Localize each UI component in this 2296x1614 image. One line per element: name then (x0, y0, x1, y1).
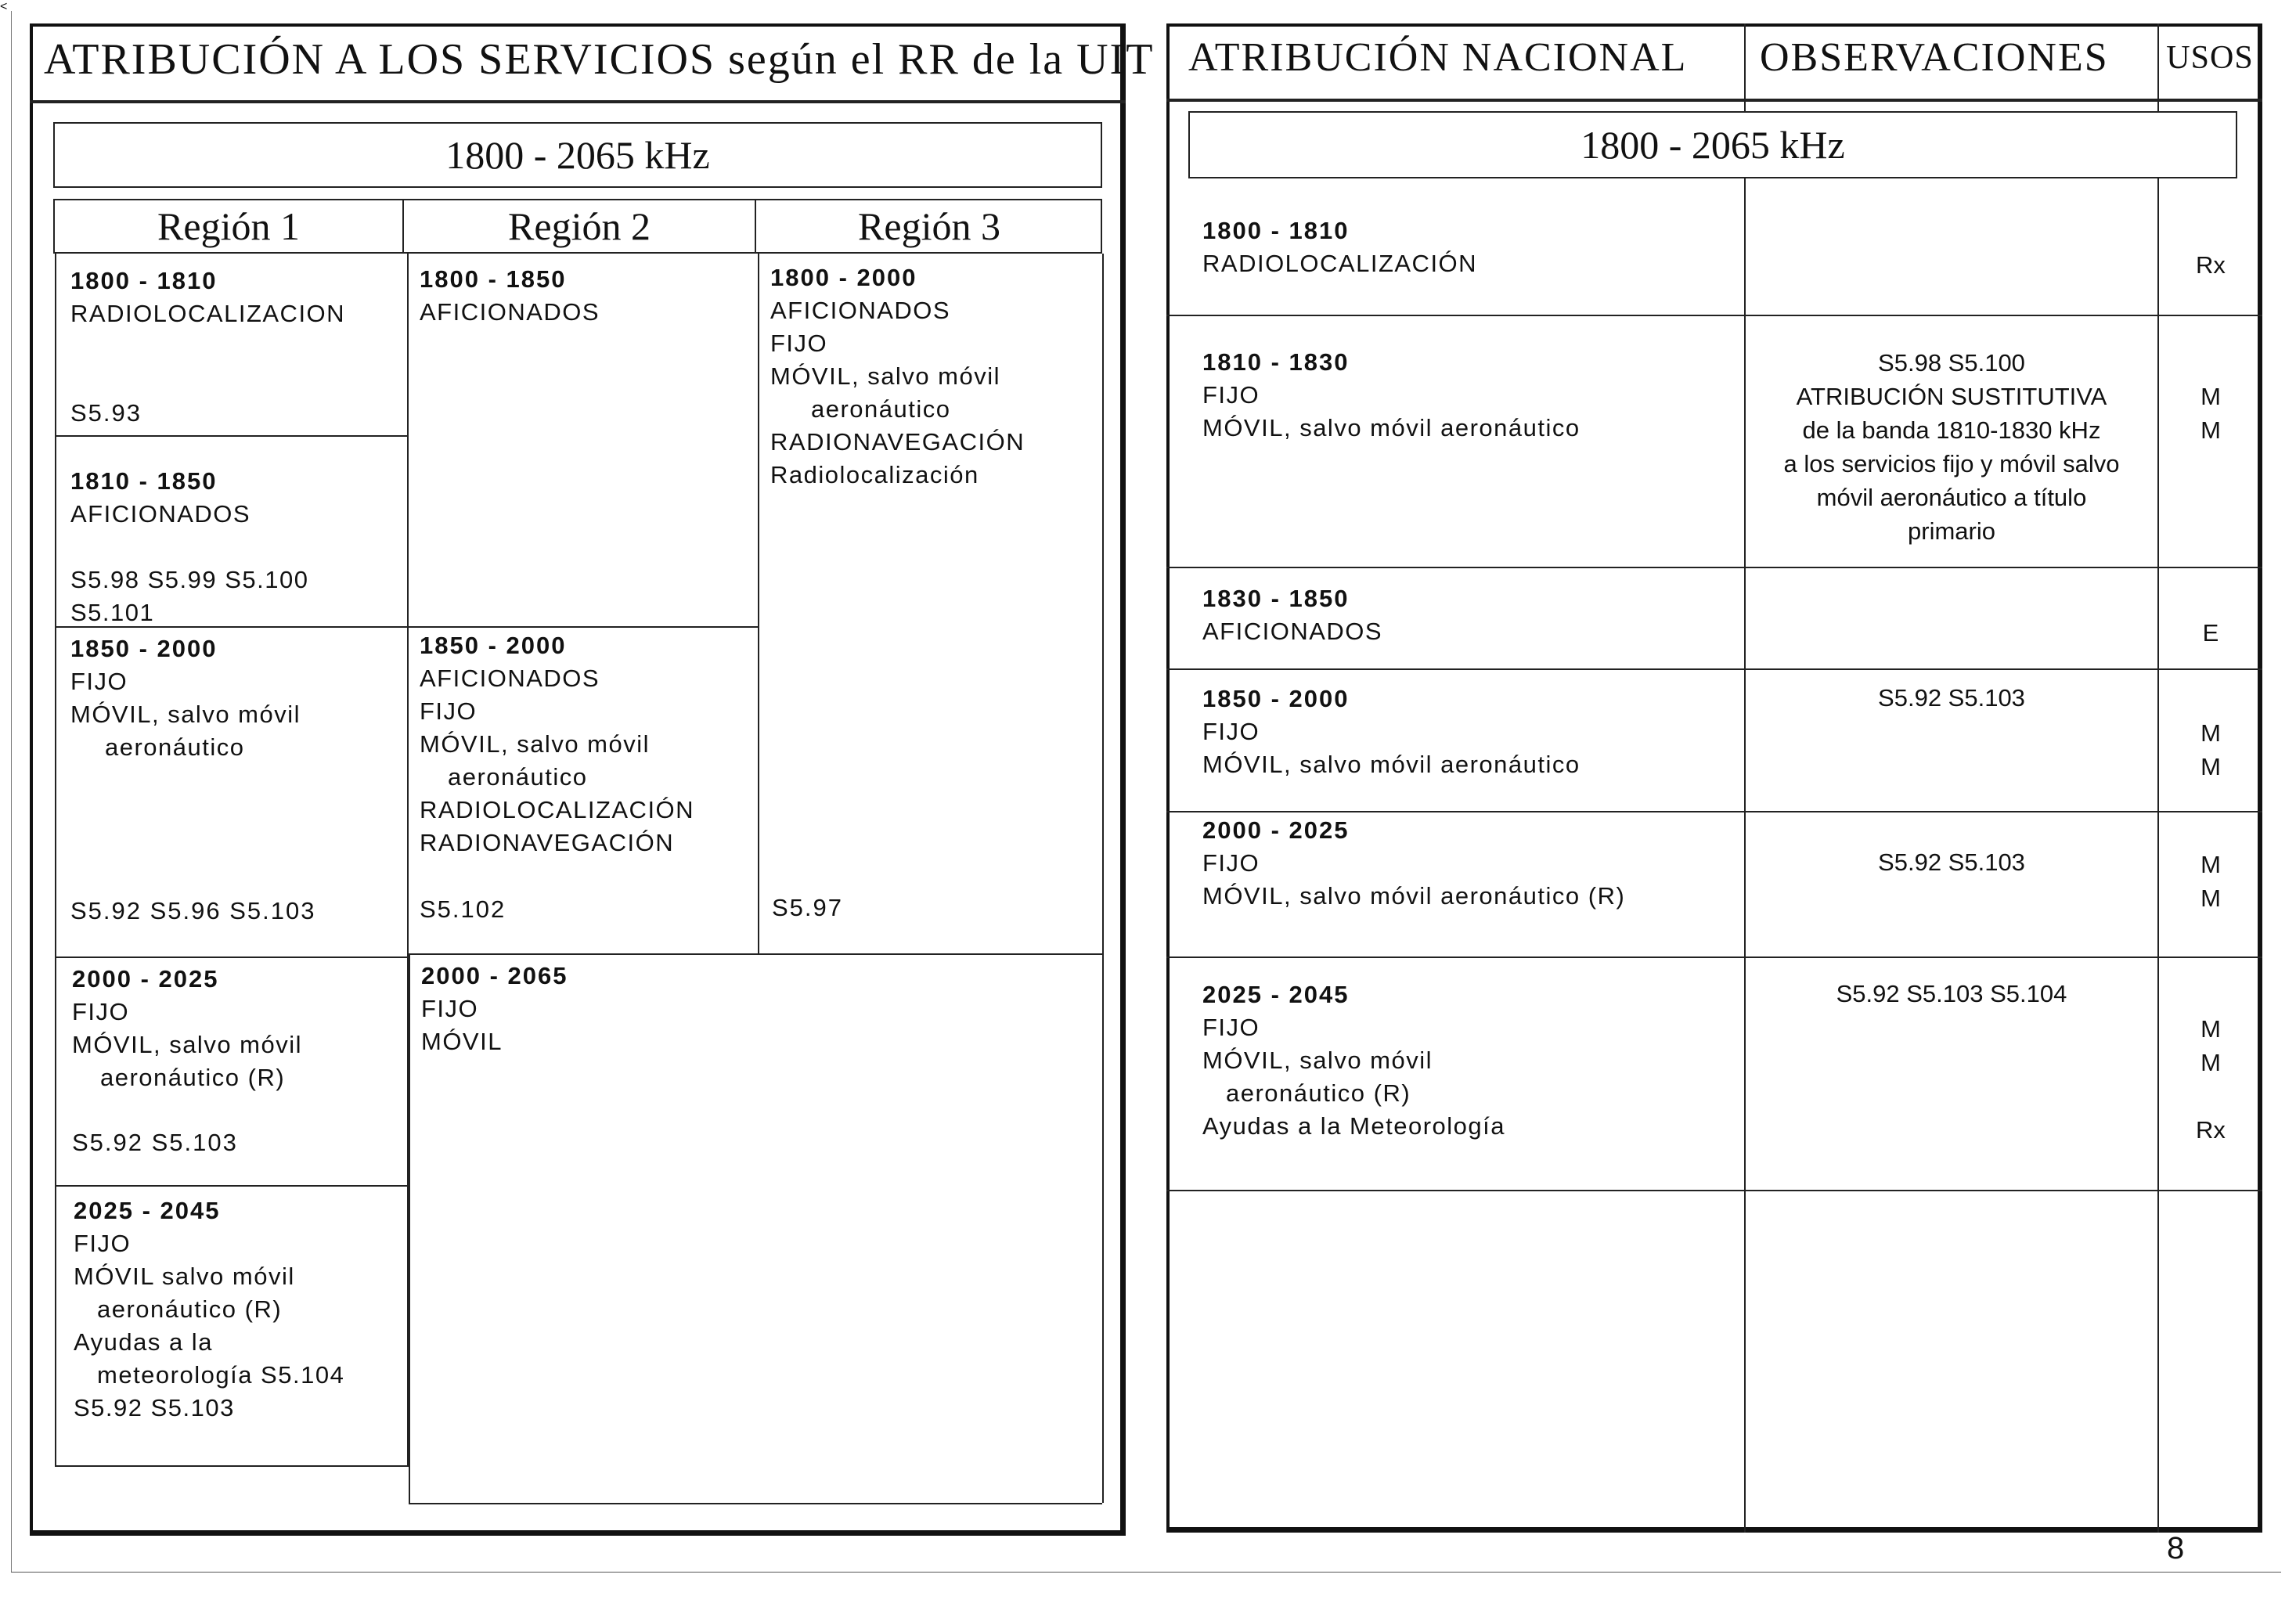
service: RADIOLOCALIZACIÓN (1202, 250, 1478, 277)
service: FIJO (72, 998, 130, 1025)
region-2-header: Región 2 (508, 204, 651, 248)
footnote: S5.101 (70, 599, 155, 626)
uso-value: Rx (2196, 1116, 2226, 1144)
obs-line: a los servicios fijo y móvil salvo (1783, 450, 2120, 477)
service: AFICIONADOS (70, 500, 251, 528)
usos-cell (2159, 346, 2262, 447)
obs-line: S5.92 S5.103 (1878, 848, 2025, 876)
obs-line: de la banda 1810-1830 kHz (1802, 416, 2101, 444)
uso-value: Rx (2196, 251, 2226, 279)
band-range: 2025 - 2045 (74, 1197, 221, 1224)
service: MÓVIL, salvo móvil (70, 701, 301, 728)
divider (758, 254, 759, 953)
region-1-header: Región 1 (157, 204, 300, 248)
service: meteorología S5.104 (97, 1361, 345, 1389)
obs-line: S5.92 S5.103 (1878, 684, 2025, 712)
divider (1102, 254, 1104, 1503)
band-range: 1800 - 1850 (420, 265, 567, 293)
service: Ayudas a la Meteorología (1202, 1112, 1505, 1140)
band-range: 1810 - 1830 (1202, 348, 1350, 376)
service: Radiolocalización (770, 461, 979, 488)
service: FIJO (770, 330, 828, 357)
service: FIJO (420, 697, 478, 725)
service: RADIOLOCALIZACIÓN (420, 796, 695, 823)
service: MÓVIL, salvo móvil (770, 362, 1001, 390)
nat-row-4 (1202, 683, 1581, 781)
band-range: 1800 - 1810 (1202, 217, 1350, 244)
service: aeronáutico (R) (97, 1295, 283, 1323)
divider (55, 957, 407, 958)
obs-line: ATRIBUCIÓN SUSTITUTIVA (1796, 383, 2107, 410)
usos-cell (2159, 978, 2262, 1147)
usos-cell (2159, 214, 2262, 282)
uso-value (2159, 683, 2262, 716)
divider (1166, 957, 2262, 958)
left-band-label: 1800 - 2065 kHz (445, 133, 710, 177)
uso-value (2159, 814, 2262, 848)
left-title: ATRIBUCIÓN A LOS SERVICIOS según el RR de la UIT (44, 35, 1155, 84)
service: aeronáutico (448, 763, 588, 791)
divider (1166, 1190, 2262, 1191)
service: RADIONAVEGACIÓN (770, 428, 1025, 456)
service: aeronáutico (105, 733, 245, 761)
service: FIJO (1202, 381, 1260, 409)
obs-line: móvil aeronáutico a título (1816, 484, 2087, 511)
divider (407, 953, 1102, 955)
service: MÓVIL, salvo móvil aeronáutico (1202, 414, 1581, 441)
nat-row-2 (1202, 346, 1581, 445)
uso-value (2159, 346, 2262, 380)
right-header-rule (1166, 99, 2262, 102)
band-range: 1850 - 2000 (420, 632, 567, 659)
uso-value: M (2200, 1015, 2221, 1043)
r3-cell-1 (770, 261, 1025, 492)
service: aeronáutico (R) (100, 1064, 286, 1091)
divider (1166, 567, 2262, 568)
nat-row-5 (1202, 814, 1625, 913)
divider (409, 1503, 1102, 1504)
service: MÓVIL, salvo móvil aeronáutico (1202, 751, 1581, 778)
band-range: 2000 - 2025 (1202, 816, 1350, 844)
band-range: 1850 - 2000 (1202, 685, 1350, 712)
region-3-header: Región 3 (858, 204, 1000, 248)
divider (407, 626, 758, 628)
uso-value: M (2200, 719, 2221, 747)
service: MÓVIL, salvo móvil (72, 1031, 303, 1058)
footnote: S5.92 S5.96 S5.103 (70, 897, 316, 924)
footnote: S5.97 (772, 894, 844, 921)
uso-value: M (2200, 851, 2221, 878)
divider (1744, 23, 1746, 1533)
divider (55, 435, 407, 437)
r1-cell-5 (74, 1194, 344, 1425)
nat-row-3 (1202, 582, 1382, 648)
service: FIJO (1202, 718, 1260, 745)
uso-value: M (2200, 383, 2221, 410)
service: FIJO (1202, 849, 1260, 877)
service: MÓVIL (421, 1028, 503, 1055)
observaciones-cell (1746, 977, 2157, 1011)
service: FIJO (1202, 1014, 1260, 1041)
divider (55, 1465, 409, 1467)
band-range: 1800 - 1810 (70, 267, 218, 294)
observaciones-cell (1746, 845, 2157, 879)
service: AFICIONADOS (770, 297, 951, 324)
right-band-box (1188, 111, 2237, 178)
service: AFICIONADOS (1202, 618, 1383, 645)
right-band-label: 1800 - 2065 kHz (1581, 123, 1845, 167)
usos-cell (2159, 582, 2262, 650)
service: RADIONAVEGACIÓN (420, 829, 675, 856)
uso-value: E (2202, 619, 2219, 647)
obs-line: S5.98 S5.100 (1878, 349, 2025, 376)
r1-cell-1 (70, 265, 345, 330)
page-left-rule (11, 11, 12, 1572)
divider (1166, 315, 2262, 316)
service: FIJO (421, 995, 479, 1022)
page-bottom-rule (11, 1572, 2281, 1573)
page-number: 8 (2167, 1531, 2185, 1565)
service: aeronáutico (811, 395, 951, 423)
left-band-box (53, 122, 1102, 188)
r2-cell-1 (420, 263, 600, 329)
divider (1166, 811, 2262, 812)
divider (55, 1185, 407, 1187)
obs-line: S5.92 S5.103 S5.104 (1836, 980, 2067, 1007)
footnote: S5.102 (420, 895, 506, 923)
divider (1166, 668, 2262, 670)
header-observaciones: OBSERVACIONES (1760, 35, 2109, 80)
footnote: S5.92 S5.103 (74, 1394, 235, 1421)
usos-cell (2159, 683, 2262, 784)
header-usos: USOS (2166, 40, 2254, 76)
service: FIJO (70, 668, 128, 695)
nat-row-6 (1202, 978, 1505, 1143)
uso-value: M (2200, 416, 2221, 444)
service: aeronáutico (R) (1226, 1079, 1411, 1107)
uso-value: M (2200, 1049, 2221, 1076)
band-range: 2000 - 2025 (72, 965, 219, 993)
band-range: 1800 - 2000 (770, 264, 917, 291)
r1-cell-4 (72, 963, 302, 1094)
service: Ayudas a la (74, 1328, 213, 1356)
r1-cell-3 (70, 632, 301, 764)
band-range: 2000 - 2065 (421, 962, 568, 989)
r2-cell-2 (420, 629, 694, 859)
divider (409, 953, 410, 1503)
uso-value (2159, 978, 2262, 1012)
uso-value (2159, 1079, 2262, 1113)
header-atribucion-nacional: ATRIBUCIÓN NACIONAL (1188, 35, 1688, 80)
r2-cell-3 (421, 960, 568, 1058)
service: RADIOLOCALIZACION (70, 300, 346, 327)
r1-cell-2 (70, 465, 251, 531)
service: MÓVIL, salvo móvil aeronáutico (R) (1202, 882, 1626, 910)
service: MÓVIL, salvo móvil (420, 730, 651, 758)
r1-cell-2-footnotes (70, 564, 309, 629)
footnote: S5.93 (70, 399, 142, 427)
service: FIJO (74, 1230, 132, 1257)
service: AFICIONADOS (420, 298, 600, 326)
obs-line: primario (1908, 517, 1995, 545)
observaciones-cell (1746, 346, 2157, 548)
band-range: 1830 - 1850 (1202, 585, 1350, 612)
service: MÓVIL salvo móvil (74, 1263, 295, 1290)
footnote: S5.92 S5.103 (72, 1129, 238, 1156)
right-page: ATRIBUCIÓN NACIONAL OBSERVACIONES USOS 1800 - 2065 kHz 1800 - 1810 RADIOLOCALIZACIÓN Rx < 1810 - 1830 FIJO MÓVIL, salvo móvil aeronáutico S5.98 S5.100 ATRIBUCIÓN SUSTITUTIVA de la banda 1810-1830 kHz a los servicios fijo y móvil salvo móvil aeronáutico a título primario M M 1830 - 1850 AFICIONADOS E 1850 - 2000 FIJO MÓVIL, salvo móvil aeronáutico S5.92 S5.103 M M 2000 - 2025 FIJO MÓVIL, salvo móvil aeronáutico (R) S5.92 S5.103 M M 2025 - 2045 FIJO MÓVIL, salvo móvil aeronáutico (R) Ayudas a la Meteorología S5.92 S5.103 S5.104 M M Rx (0, 0, 2296, 14)
uso-value: M (2200, 884, 2221, 912)
footnote: S5.98 S5.99 S5.100 (70, 566, 309, 593)
service: AFICIONADOS (420, 665, 600, 692)
band-range: 1810 - 1850 (70, 467, 218, 495)
uso-value: M (2200, 753, 2221, 780)
usos-cell (2159, 814, 2262, 915)
nat-row-1 (1202, 214, 1477, 280)
left-title-rule (30, 100, 1126, 103)
uso-value (2159, 582, 2262, 616)
band-range: 2025 - 2045 (1202, 981, 1350, 1008)
service: MÓVIL, salvo móvil (1202, 1047, 1433, 1074)
uso-value (2159, 214, 2262, 248)
band-range: 1850 - 2000 (70, 635, 218, 662)
observaciones-cell (1746, 681, 2157, 715)
